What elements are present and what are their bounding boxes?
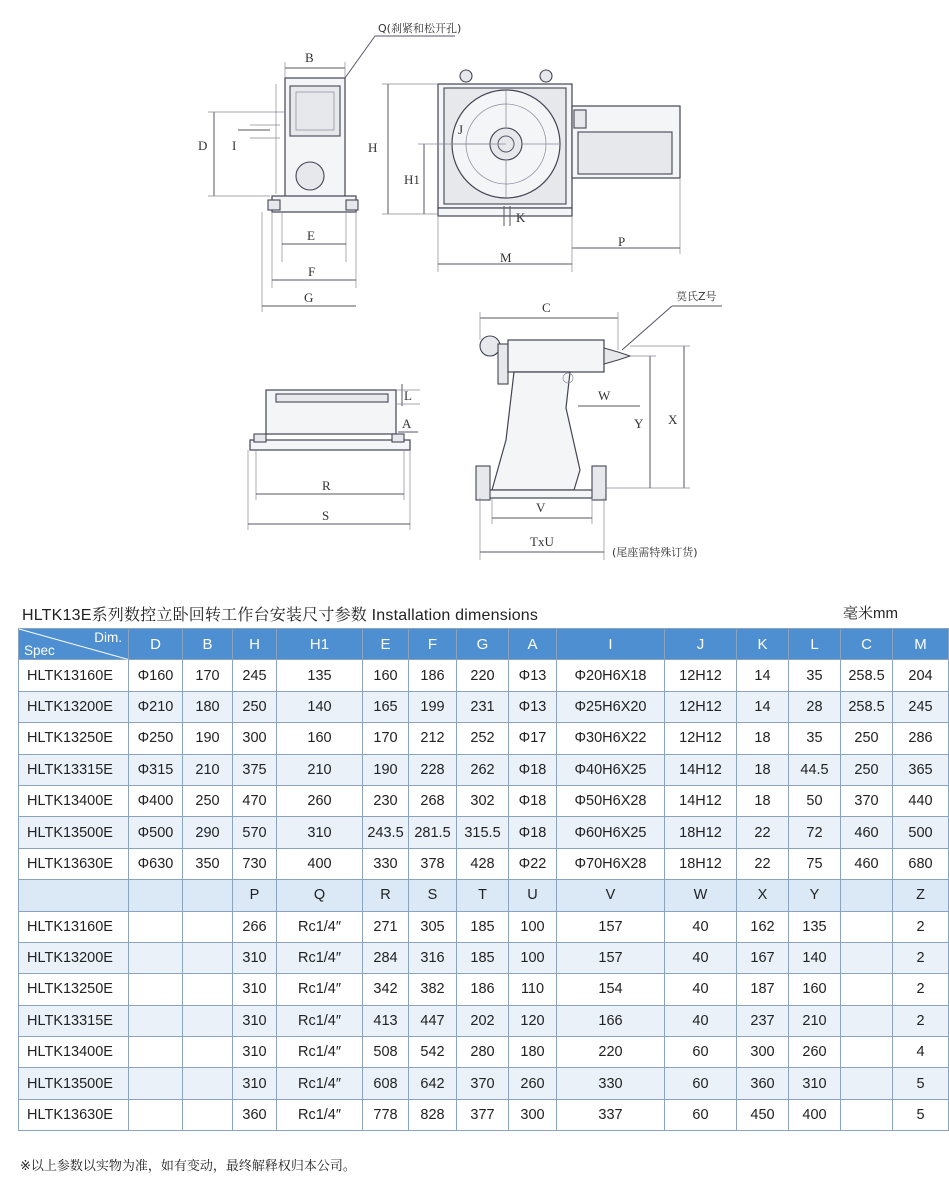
value-cell: 271 [363, 911, 409, 942]
dim-Y-label: Y [634, 416, 644, 431]
value-cell: 170 [183, 660, 233, 691]
value-cell: 167 [737, 942, 789, 973]
value-cell: 310 [233, 1005, 277, 1036]
value-cell: Φ13 [509, 660, 557, 691]
dim-M-label: M [500, 250, 512, 265]
value-cell [129, 911, 183, 942]
value-cell: 18 [737, 754, 789, 785]
value-cell: 342 [363, 974, 409, 1005]
value-cell [129, 942, 183, 973]
dim-L-label: L [404, 388, 412, 403]
spec-cell: HLTK13160E [19, 660, 129, 691]
value-cell: Φ70H6X28 [557, 848, 665, 879]
value-cell: Rc1/4″ [277, 974, 363, 1005]
value-cell: 18H12 [665, 848, 737, 879]
value-cell: 180 [183, 691, 233, 722]
value-cell: 286 [893, 723, 949, 754]
value-cell: 165 [363, 691, 409, 722]
col-header: I [557, 629, 665, 660]
table-row [19, 660, 949, 691]
value-cell: 18 [737, 723, 789, 754]
value-cell: 450 [737, 1099, 789, 1130]
value-cell: 370 [457, 1068, 509, 1099]
dim-F-label: F [308, 264, 316, 279]
value-cell: 40 [665, 1005, 737, 1036]
value-cell: 185 [457, 911, 509, 942]
value-cell: 170 [363, 723, 409, 754]
value-cell: Φ160 [129, 660, 183, 691]
value-cell: 60 [665, 1099, 737, 1130]
dim-P-label: P [618, 234, 626, 249]
value-cell: 199 [409, 691, 457, 722]
value-cell: Φ630 [129, 848, 183, 879]
value-cell: P [233, 880, 277, 911]
value-cell: 75 [789, 848, 841, 879]
dim-D-label: D [198, 138, 208, 153]
value-cell: 268 [409, 785, 457, 816]
value-cell [183, 1068, 233, 1099]
spec-dim-header [19, 629, 129, 660]
value-cell: 160 [277, 723, 363, 754]
value-cell: 828 [409, 1099, 457, 1130]
value-cell: 135 [789, 911, 841, 942]
value-cell: 382 [409, 974, 457, 1005]
table-row [19, 974, 949, 1005]
value-cell [129, 1068, 183, 1099]
value-cell: Φ25H6X20 [557, 691, 665, 722]
value-cell: Φ500 [129, 817, 183, 848]
dim-A-label: A [402, 416, 412, 431]
col-header: C [841, 629, 893, 660]
value-cell: 258.5 [841, 660, 893, 691]
value-cell: 360 [233, 1099, 277, 1130]
value-cell: 375 [233, 754, 277, 785]
value-cell: 508 [363, 1037, 409, 1068]
value-cell [183, 942, 233, 973]
value-cell [841, 1068, 893, 1099]
value-cell: 40 [665, 974, 737, 1005]
value-cell: 44.5 [789, 754, 841, 785]
value-cell: 310 [789, 1068, 841, 1099]
spec-cell: HLTK13160E [19, 911, 129, 942]
value-cell: 120 [509, 1005, 557, 1036]
value-cell: 14 [737, 691, 789, 722]
value-cell: 365 [893, 754, 949, 785]
spec-cell: HLTK13500E [19, 817, 129, 848]
value-cell: 245 [233, 660, 277, 691]
col-header: M [893, 629, 949, 660]
value-cell: Φ315 [129, 754, 183, 785]
table-row [19, 848, 949, 879]
q-hole-label: Q(刹紧和松开孔) [378, 22, 462, 35]
value-cell: 212 [409, 723, 457, 754]
value-cell: 157 [557, 911, 665, 942]
value-cell: 22 [737, 848, 789, 879]
value-cell: 160 [363, 660, 409, 691]
value-cell: 440 [893, 785, 949, 816]
table-row [19, 691, 949, 722]
spec-cell [19, 880, 129, 911]
value-cell: 370 [841, 785, 893, 816]
col-header: E [363, 629, 409, 660]
value-cell: 378 [409, 848, 457, 879]
value-cell: 14 [737, 660, 789, 691]
header-row [19, 629, 949, 660]
value-cell: 377 [457, 1099, 509, 1130]
value-cell: 570 [233, 817, 277, 848]
value-cell: Z [893, 880, 949, 911]
value-cell: 337 [557, 1099, 665, 1130]
value-cell: 186 [409, 660, 457, 691]
value-cell: 50 [789, 785, 841, 816]
value-cell: 190 [363, 754, 409, 785]
value-cell: 12H12 [665, 660, 737, 691]
table-row [19, 1005, 949, 1036]
col-header: H1 [277, 629, 363, 660]
value-cell [183, 880, 233, 911]
value-cell: 500 [893, 817, 949, 848]
value-cell: Φ40H6X25 [557, 754, 665, 785]
value-cell: 135 [277, 660, 363, 691]
value-cell: X [737, 880, 789, 911]
technical-drawing [0, 0, 920, 580]
value-cell: 154 [557, 974, 665, 1005]
value-cell: 400 [277, 848, 363, 879]
spec-cell: HLTK13200E [19, 942, 129, 973]
value-cell: 4 [893, 1037, 949, 1068]
table-row [19, 1037, 949, 1068]
value-cell: 18 [737, 785, 789, 816]
dim-K-label: K [516, 210, 526, 225]
value-cell: 35 [789, 660, 841, 691]
sub-header-row [19, 880, 949, 911]
table-row [19, 911, 949, 942]
col-header: B [183, 629, 233, 660]
col-header: H [233, 629, 277, 660]
value-cell: Φ18 [509, 754, 557, 785]
dim-S-label: S [322, 508, 330, 523]
value-cell: 252 [457, 723, 509, 754]
value-cell: Rc1/4″ [277, 911, 363, 942]
value-cell: 160 [789, 974, 841, 1005]
dim-H1-label: H1 [404, 172, 420, 187]
dim-X-label: X [668, 412, 678, 427]
dimensions-table [18, 628, 949, 1131]
value-cell: 28 [789, 691, 841, 722]
value-cell [129, 1037, 183, 1068]
value-cell: Rc1/4″ [277, 1005, 363, 1036]
base-view [248, 384, 420, 530]
dim-W-label: W [598, 388, 611, 403]
value-cell: 186 [457, 974, 509, 1005]
value-cell: Φ30H6X22 [557, 723, 665, 754]
value-cell: U [509, 880, 557, 911]
value-cell: 243.5 [363, 817, 409, 848]
spec-header-label: Spec [24, 643, 55, 659]
value-cell: 202 [457, 1005, 509, 1036]
value-cell [841, 942, 893, 973]
value-cell [841, 1005, 893, 1036]
value-cell: Φ17 [509, 723, 557, 754]
value-cell: 14H12 [665, 754, 737, 785]
value-cell: 310 [233, 974, 277, 1005]
value-cell: 260 [277, 785, 363, 816]
spec-cell: HLTK13250E [19, 723, 129, 754]
value-cell: 310 [277, 817, 363, 848]
value-cell [129, 974, 183, 1005]
value-cell [183, 1005, 233, 1036]
value-cell: 166 [557, 1005, 665, 1036]
value-cell: Y [789, 880, 841, 911]
value-cell: 280 [457, 1037, 509, 1068]
value-cell: Φ210 [129, 691, 183, 722]
value-cell [841, 1099, 893, 1130]
value-cell: 204 [893, 660, 949, 691]
value-cell: 100 [509, 911, 557, 942]
value-cell [183, 1099, 233, 1130]
value-cell: 60 [665, 1068, 737, 1099]
value-cell: 162 [737, 911, 789, 942]
table-row [19, 785, 949, 816]
value-cell: 260 [509, 1068, 557, 1099]
col-header: J [665, 629, 737, 660]
value-cell: 260 [789, 1037, 841, 1068]
value-cell: 413 [363, 1005, 409, 1036]
value-cell: 187 [737, 974, 789, 1005]
value-cell: 60 [665, 1037, 737, 1068]
front-view [368, 70, 680, 272]
value-cell: 228 [409, 754, 457, 785]
value-cell: 185 [457, 942, 509, 973]
value-cell: W [665, 880, 737, 911]
value-cell: 460 [841, 848, 893, 879]
value-cell: 40 [665, 911, 737, 942]
value-cell: 12H12 [665, 691, 737, 722]
footnote: ※以上参数以实物为准，如有变动，最终解释权归本公司。 [20, 1159, 356, 1174]
value-cell: 2 [893, 974, 949, 1005]
spec-cell: HLTK13315E [19, 1005, 129, 1036]
value-cell: 310 [233, 1037, 277, 1068]
table-title: HLTK13E系列数控立卧回转工作台安装尺寸参数 Installation dimensions [22, 607, 539, 624]
dim-J-label: J [458, 122, 464, 137]
col-header: D [129, 629, 183, 660]
value-cell: 300 [509, 1099, 557, 1130]
value-cell: 315.5 [457, 817, 509, 848]
value-cell [841, 911, 893, 942]
value-cell: 250 [233, 691, 277, 722]
value-cell: V [557, 880, 665, 911]
value-cell: 316 [409, 942, 457, 973]
value-cell: 231 [457, 691, 509, 722]
value-cell: 460 [841, 817, 893, 848]
value-cell: 608 [363, 1068, 409, 1099]
spec-cell: HLTK13500E [19, 1068, 129, 1099]
col-header: L [789, 629, 841, 660]
col-header: K [737, 629, 789, 660]
value-cell: 210 [183, 754, 233, 785]
value-cell: Φ13 [509, 691, 557, 722]
value-cell: 330 [557, 1068, 665, 1099]
value-cell [183, 1037, 233, 1068]
value-cell: 245 [893, 691, 949, 722]
value-cell: 266 [233, 911, 277, 942]
spec-cell: HLTK13315E [19, 754, 129, 785]
value-cell: 14H12 [665, 785, 737, 816]
value-cell [129, 1005, 183, 1036]
value-cell: 400 [789, 1099, 841, 1130]
value-cell: 250 [841, 723, 893, 754]
value-cell [183, 911, 233, 942]
value-cell: 250 [841, 754, 893, 785]
value-cell: Φ250 [129, 723, 183, 754]
value-cell: 258.5 [841, 691, 893, 722]
value-cell: 300 [233, 723, 277, 754]
value-cell: T [457, 880, 509, 911]
value-cell: Φ20H6X18 [557, 660, 665, 691]
value-cell: 680 [893, 848, 949, 879]
value-cell [129, 1099, 183, 1130]
table-row [19, 1068, 949, 1099]
value-cell: 220 [557, 1037, 665, 1068]
value-cell: Φ60H6X25 [557, 817, 665, 848]
value-cell: 330 [363, 848, 409, 879]
value-cell: 237 [737, 1005, 789, 1036]
col-header: F [409, 629, 457, 660]
value-cell: 305 [409, 911, 457, 942]
col-header: A [509, 629, 557, 660]
dim-H-label: H [368, 140, 378, 155]
value-cell: 284 [363, 942, 409, 973]
value-cell: 22 [737, 817, 789, 848]
value-cell: 40 [665, 942, 737, 973]
value-cell: 140 [789, 942, 841, 973]
value-cell: R [363, 880, 409, 911]
value-cell: 5 [893, 1068, 949, 1099]
value-cell: Φ18 [509, 817, 557, 848]
value-cell: 2 [893, 1005, 949, 1036]
value-cell: 310 [233, 1068, 277, 1099]
dim-V-label: V [536, 500, 546, 515]
value-cell: 2 [893, 911, 949, 942]
dim-G-label: G [304, 290, 314, 305]
value-cell: 302 [457, 785, 509, 816]
spec-cell: HLTK13400E [19, 1037, 129, 1068]
value-cell: 281.5 [409, 817, 457, 848]
spec-cell: HLTK13630E [19, 1099, 129, 1130]
tail-note-label: (尾座需特殊订货) [612, 546, 698, 559]
value-cell: 642 [409, 1068, 457, 1099]
value-cell: 230 [363, 785, 409, 816]
table-row [19, 817, 949, 848]
value-cell: 470 [233, 785, 277, 816]
morse-label: 莫氏Z号 [676, 290, 717, 303]
value-cell: 778 [363, 1099, 409, 1130]
spec-cell: HLTK13630E [19, 848, 129, 879]
value-cell [183, 974, 233, 1005]
value-cell: 210 [789, 1005, 841, 1036]
value-cell: 428 [457, 848, 509, 879]
value-cell: 210 [277, 754, 363, 785]
value-cell: Rc1/4″ [277, 942, 363, 973]
value-cell: 2 [893, 942, 949, 973]
dim-B-label: B [305, 50, 314, 65]
value-cell: Rc1/4″ [277, 1068, 363, 1099]
value-cell: 157 [557, 942, 665, 973]
value-cell: Φ400 [129, 785, 183, 816]
value-cell: 310 [233, 942, 277, 973]
value-cell: 180 [509, 1037, 557, 1068]
value-cell: 35 [789, 723, 841, 754]
value-cell: 220 [457, 660, 509, 691]
value-cell: S [409, 880, 457, 911]
dim-E-label: E [307, 228, 315, 243]
table-row [19, 723, 949, 754]
value-cell [841, 974, 893, 1005]
value-cell: 72 [789, 817, 841, 848]
value-cell: Rc1/4″ [277, 1099, 363, 1130]
value-cell: Φ50H6X28 [557, 785, 665, 816]
value-cell: 447 [409, 1005, 457, 1036]
value-cell: 110 [509, 974, 557, 1005]
value-cell: 730 [233, 848, 277, 879]
value-cell: 100 [509, 942, 557, 973]
value-cell: 290 [183, 817, 233, 848]
value-cell [841, 1037, 893, 1068]
value-cell [129, 880, 183, 911]
value-cell: 140 [277, 691, 363, 722]
value-cell: Φ18 [509, 785, 557, 816]
dim-I-label: I [232, 138, 237, 153]
side-view [198, 21, 464, 312]
spec-cell: HLTK13200E [19, 691, 129, 722]
value-cell: 12H12 [665, 723, 737, 754]
value-cell: 350 [183, 848, 233, 879]
value-cell: 250 [183, 785, 233, 816]
dim-TxU-label: TxU [530, 534, 554, 549]
unit-label: 毫米mm [843, 605, 898, 622]
value-cell: 190 [183, 723, 233, 754]
dim-C-label: C [542, 300, 551, 315]
dim-R-label: R [322, 478, 331, 493]
col-header: G [457, 629, 509, 660]
spec-cell: HLTK13250E [19, 974, 129, 1005]
value-cell: 300 [737, 1037, 789, 1068]
value-cell: 542 [409, 1037, 457, 1068]
value-cell: Q [277, 880, 363, 911]
table-row [19, 1099, 949, 1130]
value-cell: Φ22 [509, 848, 557, 879]
value-cell [841, 880, 893, 911]
value-cell: 18H12 [665, 817, 737, 848]
dim-header-label: Dim. [94, 630, 122, 645]
table-row [19, 754, 949, 785]
value-cell: 262 [457, 754, 509, 785]
value-cell: 360 [737, 1068, 789, 1099]
value-cell: 5 [893, 1099, 949, 1130]
tailstock-view [476, 289, 722, 560]
value-cell: Rc1/4″ [277, 1037, 363, 1068]
spec-cell: HLTK13400E [19, 785, 129, 816]
table-row [19, 942, 949, 973]
